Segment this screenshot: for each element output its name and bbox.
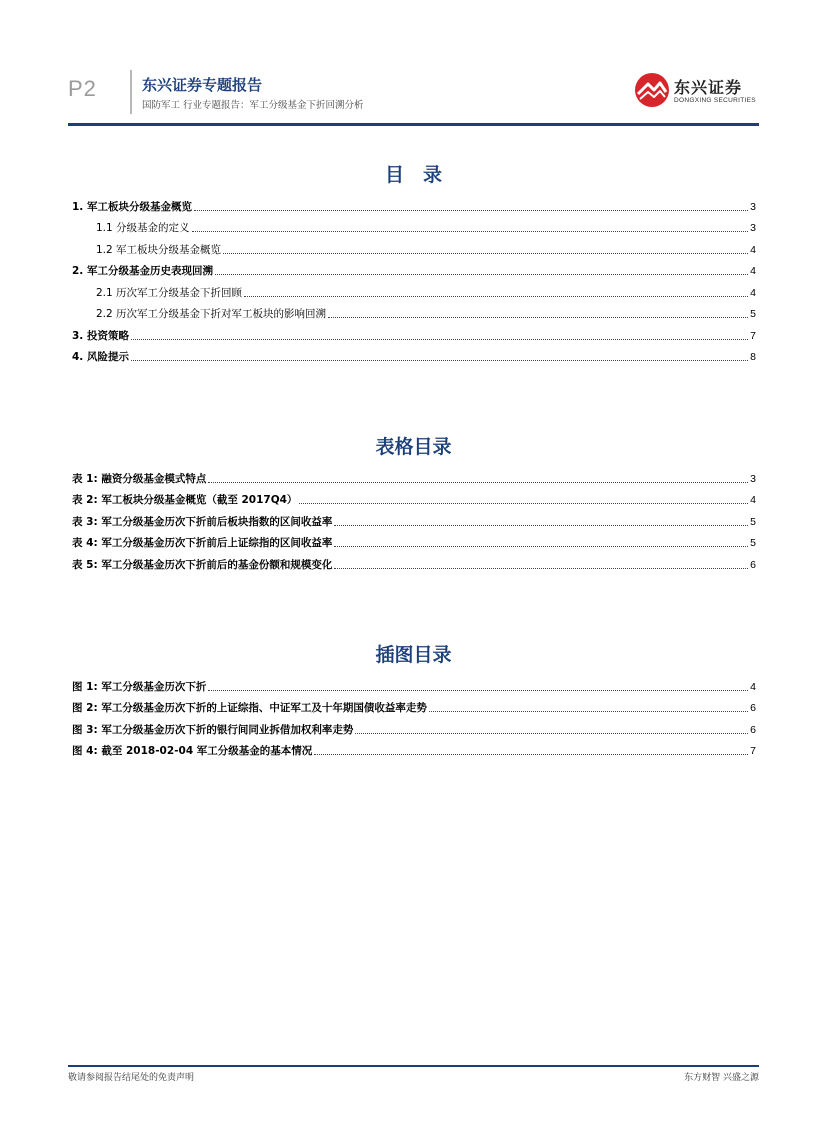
table-entry[interactable] — [72, 486, 756, 508]
dot-leader — [328, 317, 748, 318]
figure-entry[interactable] — [72, 694, 756, 716]
dot-leader — [429, 711, 748, 712]
tables-list — [72, 464, 756, 572]
dot-leader — [131, 360, 748, 361]
toc-entry-page: 7 — [750, 329, 756, 342]
footer-disclaimer: 敬请参阅报告结尾处的免责声明 — [68, 1073, 195, 1083]
table-entry-label: 表 4: 军工分级基金历次下折前后上证综指的区间收益率 — [72, 537, 333, 549]
table-entry[interactable] — [72, 507, 756, 529]
company-logo — [634, 72, 758, 112]
toc-entry-page: 4 — [750, 265, 756, 277]
figure-entry-label: 图 4: 截至 2018-02-04 军工分级基金的基本情况 — [72, 745, 313, 757]
toc-entry[interactable] — [72, 235, 756, 257]
table-entry-page: 4 — [750, 494, 756, 506]
toc-entry[interactable] — [72, 343, 756, 365]
footer-rule — [68, 1065, 759, 1067]
figures-title: 插图目录 — [375, 644, 452, 666]
dot-leader — [208, 690, 748, 691]
toc-entry-page: 3 — [750, 222, 756, 234]
table-entry-page: 5 — [750, 515, 756, 528]
dot-leader — [223, 253, 748, 254]
toc-entry-page: 4 — [750, 286, 756, 299]
dot-leader — [299, 503, 748, 504]
figure-entry-label: 图 3: 军工分级基金历次下折的银行间同业拆借加权利率走势 — [72, 723, 354, 736]
toc-entry[interactable] — [72, 192, 756, 214]
dot-leader — [194, 210, 748, 211]
toc-entry[interactable] — [72, 321, 756, 343]
toc-entry[interactable] — [72, 257, 756, 279]
toc-entry-label: 2.2 历次军工分级基金下折对军工板块的影响回溯 — [96, 308, 327, 320]
dot-leader — [208, 482, 748, 483]
toc-entry-label: 3. 投资策略 — [72, 329, 129, 342]
logo-mark-icon — [634, 72, 670, 108]
table-entry-page: 3 — [750, 472, 756, 485]
header-rule — [68, 123, 759, 126]
dot-leader — [314, 754, 748, 755]
report-subtitle: 国防军工 行业专题报告：军工分级基金下折回溯分析 — [142, 100, 364, 111]
table-entry[interactable] — [72, 464, 756, 486]
toc-title: 目 录 — [384, 164, 442, 186]
toc-list — [72, 192, 756, 364]
toc-entry[interactable] — [72, 278, 756, 300]
dot-leader — [215, 274, 748, 275]
toc-entry-page: 4 — [750, 243, 756, 256]
dot-leader — [192, 231, 749, 232]
tables-title: 表格目录 — [375, 436, 452, 458]
table-entry-label: 表 3: 军工分级基金历次下折前后板块指数的区间收益率 — [72, 515, 333, 528]
figure-entry[interactable] — [72, 715, 756, 737]
dot-leader — [131, 339, 748, 340]
table-entry-page: 6 — [750, 558, 756, 571]
figure-entry-page: 6 — [750, 723, 756, 736]
dot-leader — [244, 296, 748, 297]
dot-leader — [334, 525, 748, 526]
figure-entry-label: 图 2: 军工分级基金历次下折的上证综指、中证军工及十年期国债收益率走势 — [72, 702, 427, 714]
page-number: P2 — [68, 76, 97, 101]
figure-entry-label: 图 1: 军工分级基金历次下折 — [72, 680, 207, 693]
toc-entry[interactable] — [72, 300, 756, 322]
dot-leader — [334, 568, 748, 569]
figure-entry[interactable] — [72, 737, 756, 759]
dot-leader — [355, 733, 748, 734]
table-entry[interactable] — [72, 550, 756, 572]
logo-english-name: DONGXING SECURITIES — [674, 97, 756, 104]
report-title: 东兴证券专题报告 — [142, 76, 263, 94]
toc-entry[interactable] — [72, 214, 756, 236]
table-entry-label: 表 2: 军工板块分级基金概览（截至 2017Q4） — [72, 494, 298, 506]
header-divider — [130, 70, 132, 114]
figure-entry-page: 4 — [750, 680, 756, 693]
dot-leader — [334, 546, 748, 547]
toc-entry-page: 5 — [750, 308, 756, 320]
toc-entry-label: 1.1 分级基金的定义 — [96, 222, 190, 234]
figure-entry-page: 6 — [750, 702, 756, 714]
toc-entry-label: 2.1 历次军工分级基金下折回顾 — [96, 286, 243, 299]
toc-entry-label: 4. 风险提示 — [72, 351, 129, 363]
page-header — [68, 70, 758, 126]
table-entry-label: 表 5: 军工分级基金历次下折前后的基金份额和规模变化 — [72, 558, 333, 571]
footer-slogan: 东方财智 兴盛之源 — [684, 1073, 759, 1083]
toc-entry-label: 1.2 军工板块分级基金概览 — [96, 243, 222, 256]
toc-entry-page: 3 — [750, 200, 756, 213]
figures-list — [72, 672, 756, 758]
table-entry[interactable] — [72, 529, 756, 551]
table-entry-page: 5 — [750, 537, 756, 549]
table-entry-label: 表 1: 融资分级基金模式特点 — [72, 472, 207, 485]
figure-entry[interactable] — [72, 672, 756, 694]
toc-entry-page: 8 — [750, 351, 756, 363]
toc-entry-label: 1. 军工板块分级基金概览 — [72, 200, 192, 213]
logo-chinese-name: 东兴证券 — [674, 78, 743, 97]
figure-entry-page: 7 — [750, 745, 756, 757]
toc-entry-label: 2. 军工分级基金历史表现回溯 — [72, 265, 213, 277]
